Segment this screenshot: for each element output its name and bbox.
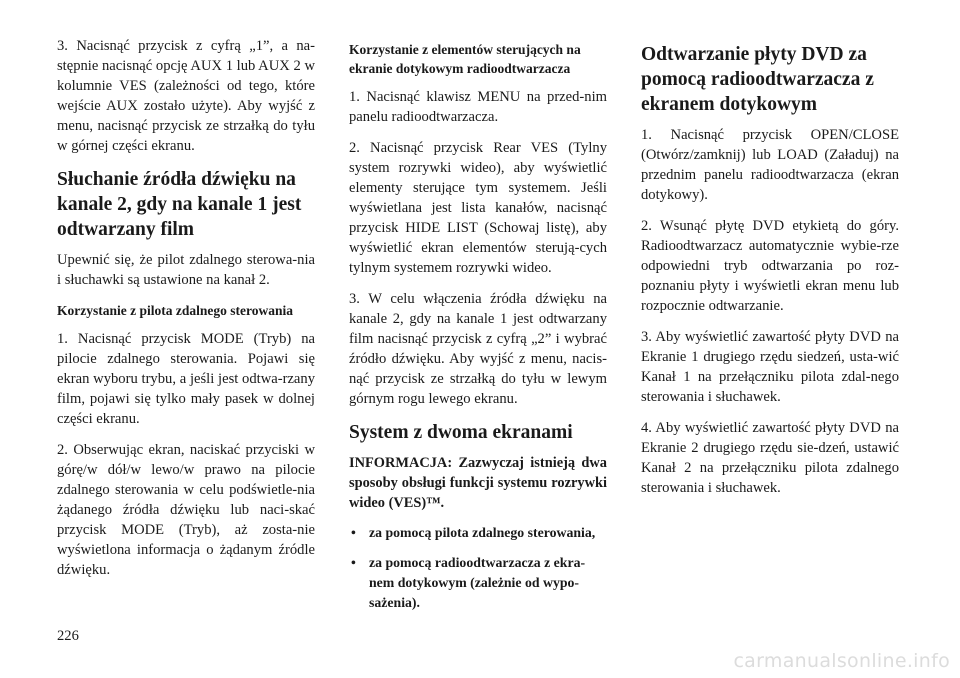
paragraph-aux-step-3: 3. Nacisnąć przycisk z cyfrą „1”, a na-stępnie nacisnąć opcję AUX 1 lub AUX 2 w kolumnie VES (zależności od tego, które wejście AUX zostało użyte). Aby wyjść z menu, nacisnąć przycisk ze strzałką do tyłu w górnej części ekranu. xyxy=(57,38,315,154)
paragraph-remote-step-1: 1. Nacisnąć przycisk MODE (Tryb) na pilocie zdalnego sterowania. Pojawi się ekran wyboru trybu, a jeśli jest odtwa-rzany film, pojawi się tylko mały pasek w dolnej części ekranu. xyxy=(57,331,315,427)
paragraph-touch-step-1: 1. Nacisnąć klawisz MENU na przed-nim panelu radioodtwarzacza. xyxy=(349,89,607,125)
control-methods-list xyxy=(349,523,607,613)
list-item: • za pomocą pilota zdalnego sterowania, xyxy=(349,523,607,543)
right-column xyxy=(641,36,899,509)
paragraph-touch-step-2: 2. Nacisnąć przycisk Rear VES (Tylny system rozrywki wideo), aby wyświetlić elementy sterujące tym systemem. Jeśli wyświetlana jest lista kanałów, nacisnąć przycisk HIDE LIST (Schowaj listę), aby wyświetlić ekran elementów sterują-cych tylnym systemem rozrywki wideo. xyxy=(349,140,607,276)
subheading-remote-control: Korzystanie z pilota zdalnego sterowania xyxy=(57,303,293,318)
paragraph-dvd-step-4: 4. Aby wyświetlić zawartość płyty DVD na Ekranie 2 drugiego rzędu sie-dzeń, ustawić Kanał 2 na przełączniku pilota zdalnego sterowania i słuchawek. xyxy=(641,420,899,496)
section-heading-dual-screen: System z dwoma ekranami xyxy=(349,422,573,443)
page-number: 226 xyxy=(57,628,79,644)
paragraph-ensure-channel-2: Upewnić się, że pilot zdalnego sterowa-nia i słuchawki są ustawione na kanał 2. xyxy=(57,252,315,288)
list-item: • za pomocą radioodtwarzacza z ekra-nem dotykowym (zależnie od wypo-sażenia). xyxy=(349,553,607,613)
subheading-touchscreen-controls: Korzystanie z elementów sterujących na ekranie dotykowym radioodtwarzacza xyxy=(349,42,581,76)
info-note: INFORMACJA: Zazwyczaj istnieją dwa sposoby obsługi funkcji systemu rozrywki wideo (VES)™. xyxy=(349,455,607,511)
paragraph-dvd-step-3: 3. Aby wyświetlić zawartość płyty DVD na Ekranie 1 drugiego rzędu siedzeń, usta-wić Kanał 1 na przełączniku pilota zdal-nego sterowania i słuchawek. xyxy=(641,329,899,405)
left-column xyxy=(57,36,315,591)
middle-column xyxy=(349,36,607,623)
paragraph-touch-step-3: 3. W celu włączenia źródła dźwięku na kanale 2, gdy na kanale 1 jest odtwarzany film nacisnąć przycisk z cyfrą „2” i wybrać źródło dźwięku. Aby wyjść z menu, nacis-nąć przycisk ze strzałką do tyłu w lewym górnym rogu lewego ekranu. xyxy=(349,291,607,407)
watermark: carmanualsonline.info xyxy=(733,650,950,672)
paragraph-dvd-step-2: 2. Wsunąć płytę DVD etykietą do góry. Radioodtwarzacz automatycznie wybie-rze odpowiedni tryb odtwarzania po roz-poznaniu płyty i wyświetli ekran menu lub rozpocznie odtwarzanie. xyxy=(641,218,899,314)
section-heading-dvd-playback: Odtwarzanie płyty DVD za pomocą radioodtwarzacza z ekranem dotykowym xyxy=(641,44,874,115)
paragraph-remote-step-2: 2. Obserwując ekran, naciskać przyciski w górę/w dół/w lewo/w prawo na pilocie zdalnego sterowania w celu podświetle-nia żądanego źródła dźwięku lub naci-skać przycisk MODE (Tryb), aż zosta-nie wyświetlona informacja o żądanym źródle dźwięku. xyxy=(57,442,315,578)
section-heading-channel-2-audio: Słuchanie źródła dźwięku na kanale 2, gdy na kanale 1 jest odtwarzany film xyxy=(57,169,302,240)
paragraph-dvd-step-1: 1. Nacisnąć przycisk OPEN/CLOSE (Otwórz/zamknij) lub LOAD (Załaduj) na przednim panelu radioodtwarzacza (ekran dotykowy). xyxy=(641,127,899,203)
